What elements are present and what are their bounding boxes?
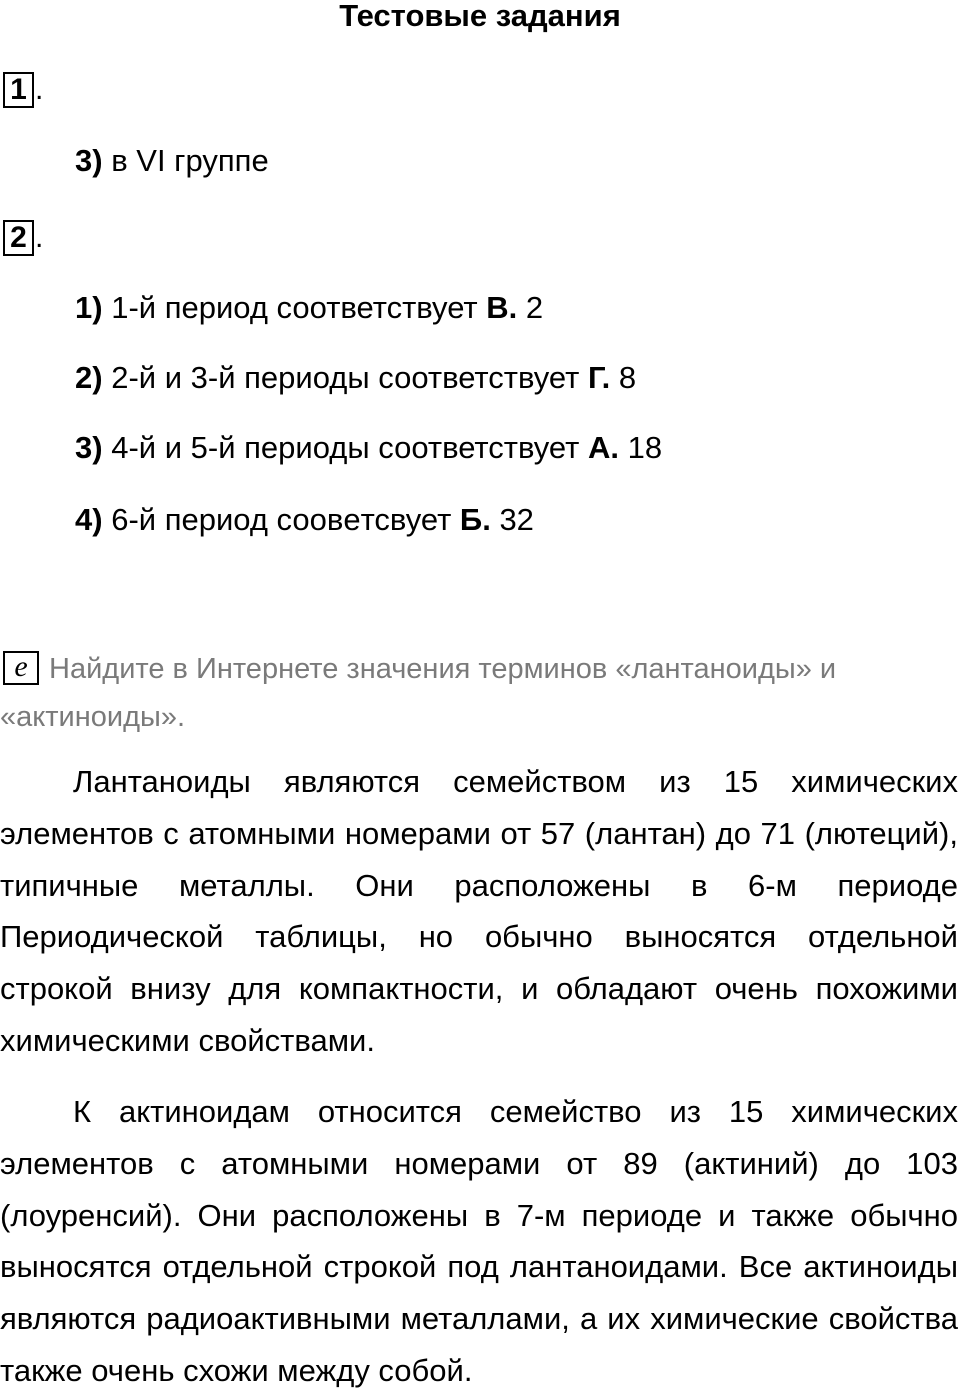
q2-answer-2-value: 8 [618, 360, 637, 395]
q1-answer-number: 3) [75, 143, 103, 178]
q2-answer-3-number: 3) [75, 430, 103, 465]
q1-answer-text: в VI группе [111, 143, 269, 178]
q2-answer-1 [75, 290, 543, 326]
question-number-2-box: 2 [3, 220, 34, 256]
page-title: Тестовые задания [339, 0, 621, 33]
internet-task-text: Найдите в Интернете значения терминов «лантаноиды» и «актиноиды». [0, 653, 837, 733]
question-number-1: 1 . [3, 72, 43, 108]
q2-answer-1-value: 2 [525, 290, 544, 325]
lanthanides-paragraph: Лантаноиды являются семейством из 15 химических элементов с атомными номерами от 57 (лантан) до 71 (лютеций), типичные металлы. Они расположены в 6-м периоде Периодической таблицы, но обычно выносятся отдельной строкой внизу для компактности, и обладают очень похожими химическими свойствами. [0, 764, 958, 1058]
q2-answer-2-letter: Г. [587, 360, 611, 395]
q2-answer-2-text: 2-й и 3-й периоды соответствует [111, 360, 580, 395]
q2-answer-2 [75, 360, 636, 396]
q2-answer-3-text: 4-й и 5-й периоды соответствует [111, 430, 580, 465]
q2-answer-1-text: 1-й период соответствует [111, 290, 478, 325]
q2-answer-1-letter: В. [486, 290, 518, 325]
q2-answer-2-number: 2) [75, 360, 103, 395]
q2-answer-4-value: 32 [499, 502, 534, 537]
q2-answer-1-number: 1) [75, 290, 103, 325]
actinides-paragraph: К актиноидам относится семейство из 15 химических элементов с атомными номерами от 89 (актиний) до 103 (лоуренсий). Они расположены в 7-м периоде и также обычно выносятся отдельной строкой под лантаноидами. Все актиноиды являются радиоактивными металлами, а их химические свойства также очень схожи между собой. [0, 1094, 958, 1388]
q2-answer-4-text: 6-й период соовeтсвует [111, 502, 452, 537]
q2-answer-4-number: 4) [75, 502, 103, 537]
q2-answer-3-value: 18 [627, 430, 663, 465]
question-number-2: 2 . [3, 220, 43, 256]
q2-answer-4-letter: Б. [459, 502, 491, 537]
question-number-1-box: 1 [3, 72, 34, 108]
q2-answer-3-letter: А. [587, 430, 619, 465]
q1-answer [75, 143, 269, 179]
q2-answer-3 [75, 430, 662, 466]
q2-answer-4 [75, 502, 534, 538]
internet-task [0, 645, 960, 741]
internet-icon: e [3, 651, 39, 685]
